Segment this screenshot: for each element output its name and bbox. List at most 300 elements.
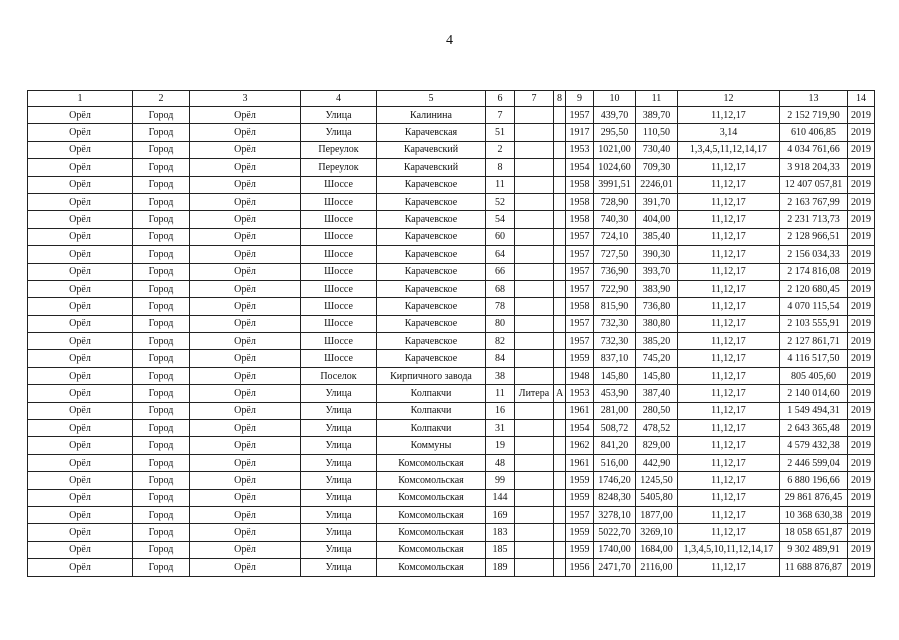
table-cell-col-6: 189	[486, 559, 515, 576]
table-cell-col-9: 1959	[566, 489, 594, 506]
table-cell-col-7	[515, 333, 554, 350]
table-cell-col-4: Улица	[301, 524, 377, 541]
table-cell-col-3: Орёл	[190, 280, 301, 297]
table-cell-col-8	[554, 420, 566, 437]
column-header-6: 6	[486, 91, 515, 107]
table-cell-col-3: Орёл	[190, 141, 301, 158]
table-cell-col-14: 2019	[848, 298, 875, 315]
table-cell-col-9: 1957	[566, 228, 594, 245]
table-cell-col-3: Орёл	[190, 246, 301, 263]
table-cell-col-1: Орёл	[28, 211, 133, 228]
table-cell-col-6: 80	[486, 315, 515, 332]
table-row	[28, 280, 875, 297]
table-cell-col-3: Орёл	[190, 506, 301, 523]
table-cell-col-2: Город	[133, 298, 190, 315]
table-cell-col-6: 99	[486, 472, 515, 489]
table-cell-col-13: 2 231 713,73	[780, 211, 848, 228]
table-cell-col-3: Орёл	[190, 385, 301, 402]
table-row	[28, 350, 875, 367]
table-cell-col-2: Город	[133, 524, 190, 541]
table-cell-col-11: 1245,50	[636, 472, 678, 489]
table-cell-col-5: Карачевская	[377, 124, 486, 141]
table-cell-col-7	[515, 420, 554, 437]
table-cell-col-14: 2019	[848, 211, 875, 228]
table-cell-col-11: 745,20	[636, 350, 678, 367]
table-cell-col-4: Шоссе	[301, 263, 377, 280]
table-cell-col-10: 281,00	[594, 402, 636, 419]
table-cell-col-5: Кирпичного завода	[377, 367, 486, 384]
page-number: 4	[446, 33, 453, 48]
table-cell-col-6: 19	[486, 437, 515, 454]
table-cell-col-4: Шоссе	[301, 350, 377, 367]
table-cell-col-7	[515, 263, 554, 280]
table-cell-col-12: 11,12,17	[678, 506, 780, 523]
table-cell-col-14: 2019	[848, 107, 875, 124]
table-cell-col-6: 169	[486, 506, 515, 523]
table-cell-col-14: 2019	[848, 559, 875, 576]
table-cell-col-2: Город	[133, 107, 190, 124]
table-cell-col-14: 2019	[848, 176, 875, 193]
table-cell-col-4: Улица	[301, 420, 377, 437]
table-cell-col-12: 11,12,17	[678, 350, 780, 367]
table-cell-col-12: 11,12,17	[678, 315, 780, 332]
table-cell-col-10: 295,50	[594, 124, 636, 141]
table-cell-col-9: 1959	[566, 524, 594, 541]
table-cell-col-9: 1953	[566, 385, 594, 402]
table-cell-col-10: 1024,60	[594, 159, 636, 176]
table-cell-col-6: 8	[486, 159, 515, 176]
table-cell-col-4: Улица	[301, 559, 377, 576]
table-cell-col-7	[515, 246, 554, 263]
table-cell-col-1: Орёл	[28, 107, 133, 124]
table-cell-col-14: 2019	[848, 489, 875, 506]
table-cell-col-11: 390,30	[636, 246, 678, 263]
table-cell-col-14: 2019	[848, 159, 875, 176]
table-cell-col-1: Орёл	[28, 489, 133, 506]
table-cell-col-8	[554, 350, 566, 367]
table-cell-col-7	[515, 506, 554, 523]
housing-registry-table	[27, 90, 875, 577]
table-cell-col-9: 1956	[566, 559, 594, 576]
table-cell-col-10: 1746,20	[594, 472, 636, 489]
table-cell-col-6: 185	[486, 541, 515, 558]
table-cell-col-14: 2019	[848, 402, 875, 419]
table-cell-col-2: Город	[133, 454, 190, 471]
table-cell-col-14: 2019	[848, 124, 875, 141]
table-cell-col-12: 11,12,17	[678, 211, 780, 228]
table-cell-col-10: 1021,00	[594, 141, 636, 158]
table-cell-col-13: 1 549 494,31	[780, 402, 848, 419]
table-cell-col-13: 3 918 204,33	[780, 159, 848, 176]
table-cell-col-12: 11,12,17	[678, 367, 780, 384]
table-cell-col-10: 732,30	[594, 333, 636, 350]
table-cell-col-9: 1961	[566, 454, 594, 471]
table-cell-col-9: 1957	[566, 107, 594, 124]
table-cell-col-1: Орёл	[28, 402, 133, 419]
table-cell-col-4: Поселок	[301, 367, 377, 384]
table-cell-col-5: Калинина	[377, 107, 486, 124]
table-cell-col-9: 1957	[566, 506, 594, 523]
table-cell-col-10: 439,70	[594, 107, 636, 124]
table-row	[28, 472, 875, 489]
table-cell-col-5: Карачевское	[377, 333, 486, 350]
table-cell-col-9: 1957	[566, 280, 594, 297]
table-row	[28, 437, 875, 454]
table-cell-col-9: 1958	[566, 176, 594, 193]
table-cell-col-10: 145,80	[594, 367, 636, 384]
table-cell-col-12: 11,12,17	[678, 489, 780, 506]
table-cell-col-6: 2	[486, 141, 515, 158]
table-cell-col-5: Карачевское	[377, 176, 486, 193]
table-cell-col-4: Улица	[301, 489, 377, 506]
table-cell-col-1: Орёл	[28, 454, 133, 471]
table-cell-col-10: 722,90	[594, 280, 636, 297]
table-cell-col-14: 2019	[848, 420, 875, 437]
table-cell-col-4: Шоссе	[301, 280, 377, 297]
table-cell-col-4: Улица	[301, 472, 377, 489]
table-cell-col-7	[515, 315, 554, 332]
table-cell-col-3: Орёл	[190, 211, 301, 228]
table-cell-col-6: 11	[486, 385, 515, 402]
table-cell-col-11: 393,70	[636, 263, 678, 280]
table-cell-col-2: Город	[133, 176, 190, 193]
table-cell-col-4: Шоссе	[301, 228, 377, 245]
header-row	[28, 91, 875, 107]
table-cell-col-14: 2019	[848, 141, 875, 158]
table-cell-col-2: Город	[133, 333, 190, 350]
table-cell-col-11: 391,70	[636, 193, 678, 210]
table-cell-col-14: 2019	[848, 333, 875, 350]
table-cell-col-13: 2 140 014,60	[780, 385, 848, 402]
table-cell-col-13: 2 152 719,90	[780, 107, 848, 124]
table-cell-col-8	[554, 559, 566, 576]
table-cell-col-13: 4 034 761,66	[780, 141, 848, 158]
table-row	[28, 454, 875, 471]
table-cell-col-3: Орёл	[190, 333, 301, 350]
table-cell-col-12: 11,12,17	[678, 472, 780, 489]
table-cell-col-1: Орёл	[28, 246, 133, 263]
table-cell-col-10: 5022,70	[594, 524, 636, 541]
table-cell-col-11: 736,80	[636, 298, 678, 315]
table-cell-col-8	[554, 124, 566, 141]
table-cell-col-11: 730,40	[636, 141, 678, 158]
table-cell-col-7	[515, 454, 554, 471]
table-cell-col-9: 1957	[566, 315, 594, 332]
table-cell-col-13: 18 058 651,87	[780, 524, 848, 541]
table-cell-col-14: 2019	[848, 350, 875, 367]
table-cell-col-12: 11,12,17	[678, 263, 780, 280]
table-cell-col-1: Орёл	[28, 298, 133, 315]
table-cell-col-6: 51	[486, 124, 515, 141]
table-cell-col-4: Шоссе	[301, 298, 377, 315]
table-row	[28, 541, 875, 558]
table-cell-col-8	[554, 107, 566, 124]
table-cell-col-5: Комсомольская	[377, 541, 486, 558]
table-cell-col-9: 1957	[566, 333, 594, 350]
table-cell-col-1: Орёл	[28, 385, 133, 402]
table-cell-col-4: Улица	[301, 107, 377, 124]
table-cell-col-5: Колпакчи	[377, 420, 486, 437]
table-cell-col-1: Орёл	[28, 506, 133, 523]
table-cell-col-5: Комсомольская	[377, 472, 486, 489]
table-cell-col-9: 1961	[566, 402, 594, 419]
table-cell-col-6: 48	[486, 454, 515, 471]
table-cell-col-6: 66	[486, 263, 515, 280]
table-cell-col-1: Орёл	[28, 350, 133, 367]
table-cell-col-13: 2 163 767,99	[780, 193, 848, 210]
table-cell-col-10: 453,90	[594, 385, 636, 402]
table-cell-col-11: 380,80	[636, 315, 678, 332]
table-cell-col-2: Город	[133, 541, 190, 558]
table-cell-col-2: Город	[133, 506, 190, 523]
table-cell-col-7	[515, 228, 554, 245]
table-cell-col-14: 2019	[848, 246, 875, 263]
table-cell-col-7	[515, 350, 554, 367]
table-row	[28, 107, 875, 124]
table-cell-col-12: 3,14	[678, 124, 780, 141]
table-cell-col-8	[554, 280, 566, 297]
table-cell-col-8	[554, 315, 566, 332]
table-cell-col-3: Орёл	[190, 107, 301, 124]
table-cell-col-10: 815,90	[594, 298, 636, 315]
column-header-4: 4	[301, 91, 377, 107]
table-cell-col-14: 2019	[848, 437, 875, 454]
table-cell-col-10: 724,10	[594, 228, 636, 245]
table-cell-col-1: Орёл	[28, 263, 133, 280]
table-cell-col-7	[515, 524, 554, 541]
table-cell-col-3: Орёл	[190, 159, 301, 176]
table-cell-col-7	[515, 280, 554, 297]
table-row	[28, 367, 875, 384]
table-cell-col-5: Карачевское	[377, 350, 486, 367]
table-cell-col-7	[515, 437, 554, 454]
table-row	[28, 506, 875, 523]
table-row	[28, 211, 875, 228]
table-cell-col-13: 4 579 432,38	[780, 437, 848, 454]
table-cell-col-7	[515, 489, 554, 506]
table-cell-col-13: 4 116 517,50	[780, 350, 848, 367]
table-cell-col-9: 1954	[566, 159, 594, 176]
table-cell-col-8	[554, 263, 566, 280]
table-cell-col-3: Орёл	[190, 472, 301, 489]
table-cell-col-1: Орёл	[28, 315, 133, 332]
table-cell-col-10: 732,30	[594, 315, 636, 332]
table-cell-col-1: Орёл	[28, 124, 133, 141]
table-cell-col-2: Город	[133, 141, 190, 158]
table-cell-col-10: 516,00	[594, 454, 636, 471]
table-cell-col-3: Орёл	[190, 420, 301, 437]
table-cell-col-1: Орёл	[28, 472, 133, 489]
table-cell-col-14: 2019	[848, 524, 875, 541]
table-cell-col-3: Орёл	[190, 541, 301, 558]
table-cell-col-3: Орёл	[190, 402, 301, 419]
table-cell-col-8	[554, 402, 566, 419]
table-cell-col-12: 11,12,17	[678, 402, 780, 419]
table-cell-col-1: Орёл	[28, 420, 133, 437]
table-cell-col-14: 2019	[848, 315, 875, 332]
table-header	[28, 91, 875, 107]
table-cell-col-11: 5405,80	[636, 489, 678, 506]
table-cell-col-1: Орёл	[28, 193, 133, 210]
table-cell-col-8	[554, 367, 566, 384]
table-cell-col-2: Город	[133, 315, 190, 332]
table-cell-col-2: Город	[133, 124, 190, 141]
table-cell-col-14: 2019	[848, 506, 875, 523]
table-cell-col-13: 2 128 966,51	[780, 228, 848, 245]
table-cell-col-3: Орёл	[190, 124, 301, 141]
table-cell-col-14: 2019	[848, 367, 875, 384]
table-cell-col-3: Орёл	[190, 176, 301, 193]
table-cell-col-2: Город	[133, 559, 190, 576]
table-cell-col-2: Город	[133, 228, 190, 245]
table-cell-col-4: Улица	[301, 541, 377, 558]
table-cell-col-3: Орёл	[190, 454, 301, 471]
table-cell-col-9: 1957	[566, 263, 594, 280]
table-cell-col-4: Улица	[301, 454, 377, 471]
table-cell-col-4: Улица	[301, 506, 377, 523]
table-cell-col-2: Город	[133, 159, 190, 176]
table-cell-col-12: 11,12,17	[678, 454, 780, 471]
table-cell-col-12: 11,12,17	[678, 385, 780, 402]
table-cell-col-13: 12 407 057,81	[780, 176, 848, 193]
table-cell-col-12: 11,12,17	[678, 333, 780, 350]
table-cell-col-9: 1948	[566, 367, 594, 384]
table-cell-col-11: 385,20	[636, 333, 678, 350]
table-cell-col-14: 2019	[848, 193, 875, 210]
table-row	[28, 559, 875, 576]
column-header-2: 2	[133, 91, 190, 107]
table-cell-col-10: 3278,10	[594, 506, 636, 523]
table-cell-col-13: 10 368 630,38	[780, 506, 848, 523]
table-cell-col-1: Орёл	[28, 333, 133, 350]
table-cell-col-14: 2019	[848, 263, 875, 280]
table-cell-col-2: Город	[133, 437, 190, 454]
table-cell-col-8	[554, 246, 566, 263]
table-cell-col-11: 1684,00	[636, 541, 678, 558]
table-cell-col-8	[554, 472, 566, 489]
table-cell-col-8	[554, 193, 566, 210]
table-cell-col-5: Колпакчи	[377, 402, 486, 419]
table-cell-col-8: А	[554, 385, 566, 402]
table-cell-col-8	[554, 454, 566, 471]
table-cell-col-11: 2116,00	[636, 559, 678, 576]
table-cell-col-6: 7	[486, 107, 515, 124]
table-cell-col-11: 404,00	[636, 211, 678, 228]
table-cell-col-11: 3269,10	[636, 524, 678, 541]
table-cell-col-5: Коммуны	[377, 437, 486, 454]
table-cell-col-12: 11,12,17	[678, 559, 780, 576]
table-cell-col-5: Комсомольская	[377, 506, 486, 523]
table-row	[28, 124, 875, 141]
column-header-5: 5	[377, 91, 486, 107]
table-cell-col-3: Орёл	[190, 437, 301, 454]
table-row	[28, 141, 875, 158]
table-cell-col-11: 387,40	[636, 385, 678, 402]
table-cell-col-11: 389,70	[636, 107, 678, 124]
column-header-3: 3	[190, 91, 301, 107]
table-cell-col-1: Орёл	[28, 228, 133, 245]
table-cell-col-9: 1954	[566, 420, 594, 437]
table-cell-col-13: 2 120 680,45	[780, 280, 848, 297]
table-cell-col-3: Орёл	[190, 559, 301, 576]
column-header-13: 13	[780, 91, 848, 107]
table-cell-col-13: 2 174 816,08	[780, 263, 848, 280]
table-cell-col-3: Орёл	[190, 263, 301, 280]
table-cell-col-12: 11,12,17	[678, 298, 780, 315]
column-header-8: 8	[554, 91, 566, 107]
table-cell-col-5: Карачевское	[377, 228, 486, 245]
table-cell-col-13: 2 446 599,04	[780, 454, 848, 471]
table-body	[28, 107, 875, 577]
table-cell-col-13: 29 861 876,45	[780, 489, 848, 506]
table-cell-col-10: 740,30	[594, 211, 636, 228]
table-cell-col-4: Шоссе	[301, 333, 377, 350]
table-cell-col-9: 1959	[566, 472, 594, 489]
table-cell-col-8	[554, 506, 566, 523]
table-cell-col-10: 837,10	[594, 350, 636, 367]
column-header-1: 1	[28, 91, 133, 107]
table-cell-col-8	[554, 159, 566, 176]
table-row	[28, 489, 875, 506]
table-cell-col-10: 841,20	[594, 437, 636, 454]
table-cell-col-11: 1877,00	[636, 506, 678, 523]
column-header-10: 10	[594, 91, 636, 107]
table-cell-col-14: 2019	[848, 472, 875, 489]
table-cell-col-4: Переулок	[301, 159, 377, 176]
table-row	[28, 385, 875, 402]
table-cell-col-11: 709,30	[636, 159, 678, 176]
table-cell-col-11: 478,52	[636, 420, 678, 437]
table-cell-col-2: Город	[133, 385, 190, 402]
table-cell-col-4: Шоссе	[301, 211, 377, 228]
table-cell-col-14: 2019	[848, 541, 875, 558]
table-cell-col-2: Город	[133, 420, 190, 437]
table-cell-col-12: 1,3,4,5,10,11,12,14,17	[678, 541, 780, 558]
table-cell-col-8	[554, 211, 566, 228]
table-cell-col-7	[515, 159, 554, 176]
table-cell-col-10: 728,90	[594, 193, 636, 210]
table-cell-col-2: Город	[133, 489, 190, 506]
table-cell-col-14: 2019	[848, 385, 875, 402]
table-cell-col-4: Шоссе	[301, 176, 377, 193]
table-cell-col-13: 4 070 115,54	[780, 298, 848, 315]
table-cell-col-6: 68	[486, 280, 515, 297]
table-cell-col-2: Город	[133, 402, 190, 419]
table-cell-col-9: 1958	[566, 193, 594, 210]
table-cell-col-13: 9 302 489,91	[780, 541, 848, 558]
table-cell-col-7	[515, 141, 554, 158]
column-header-14: 14	[848, 91, 875, 107]
table-cell-col-12: 11,12,17	[678, 193, 780, 210]
table-cell-col-13: 2 127 861,71	[780, 333, 848, 350]
table-cell-col-4: Переулок	[301, 141, 377, 158]
table-cell-col-10: 2471,70	[594, 559, 636, 576]
table-cell-col-5: Комсомольская	[377, 489, 486, 506]
table-cell-col-2: Город	[133, 472, 190, 489]
table-cell-col-7	[515, 367, 554, 384]
table-cell-col-2: Город	[133, 263, 190, 280]
table-cell-col-5: Карачевский	[377, 141, 486, 158]
table-cell-col-5: Карачевское	[377, 211, 486, 228]
table-cell-col-6: 11	[486, 176, 515, 193]
table-cell-col-13: 6 880 196,66	[780, 472, 848, 489]
table-cell-col-5: Комсомольская	[377, 559, 486, 576]
table-cell-col-7	[515, 298, 554, 315]
table-cell-col-3: Орёл	[190, 524, 301, 541]
table-cell-col-2: Город	[133, 211, 190, 228]
table-cell-col-13: 2 156 034,33	[780, 246, 848, 263]
table-cell-col-1: Орёл	[28, 280, 133, 297]
